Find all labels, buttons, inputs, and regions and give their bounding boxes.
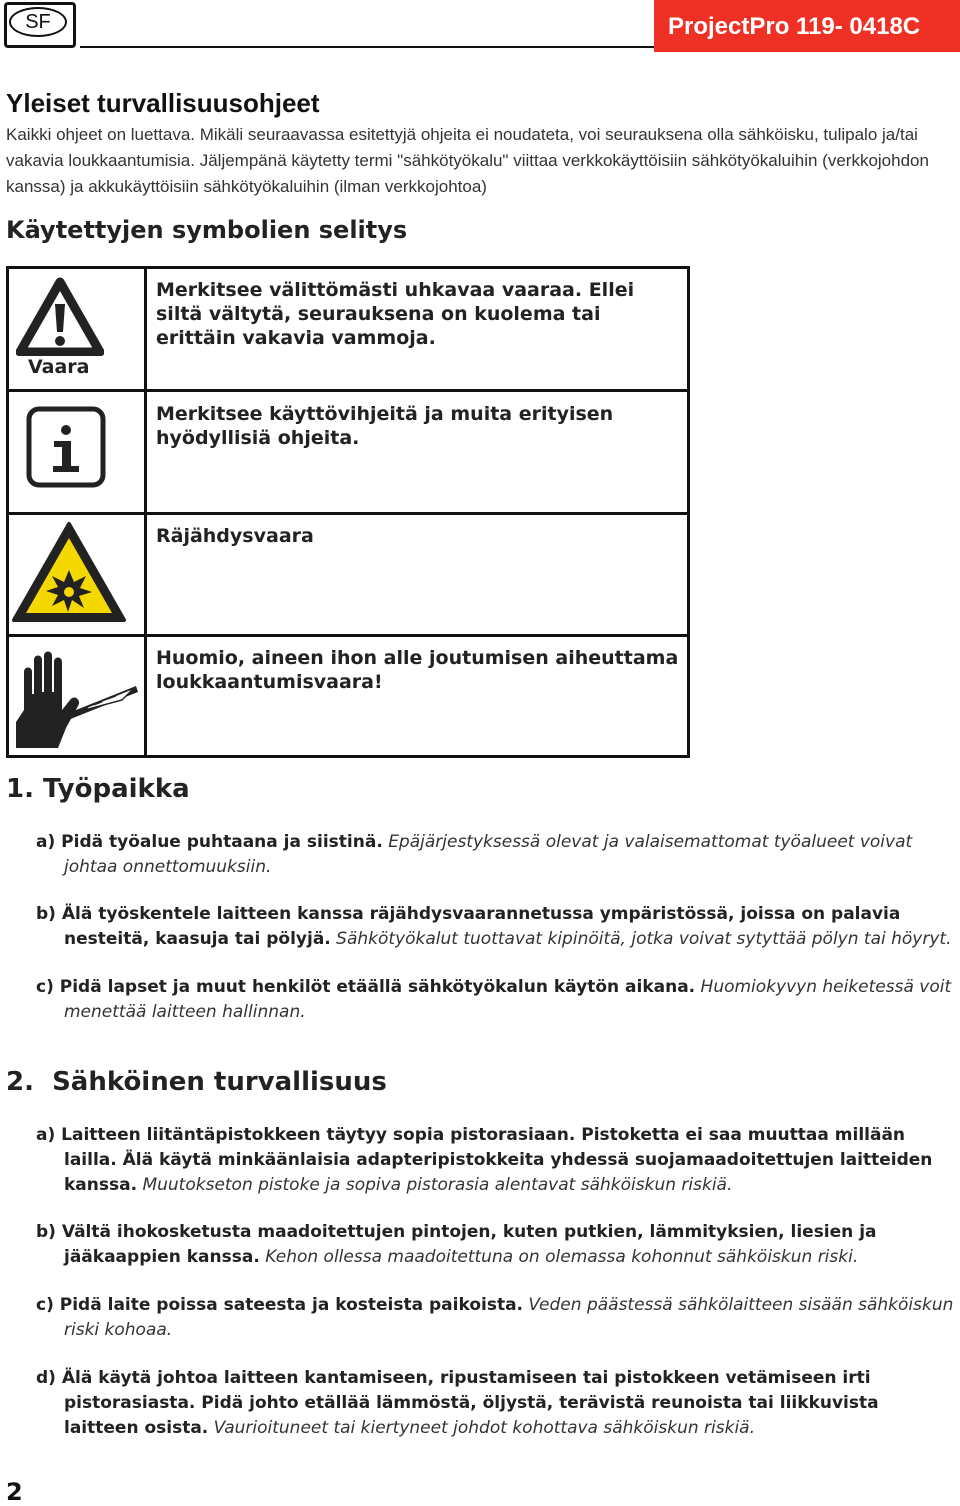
page-number: 2 [6, 1478, 23, 1506]
symbol-description: Huomio, aineen ihon alle joutumisen aiheuttama loukkaantumisvaara! [156, 647, 679, 693]
list-item [36, 830, 956, 880]
intro-paragraph: Kaikki ohjeet on luettava. Mikäli seuraavassa esitettyjä ohjeita ei noudateta, voi seurauksena olla sähköisku, tulipalo ja/tai vakavia loukkaantumisia. Jäljempänä käytetty termi "sähkötyökalu" viittaa verkkokäyttöisiin sähkötyökaluihin (verkkojohdon kanssa) ja akkukäyttöisiin sähkötyökaluihin (ilman verkkojohtoa) [6, 125, 929, 196]
item-note: Vaurioituneet tai kiertyneet johdot kohottava sähköiskun riskiä. [213, 1418, 755, 1438]
table-divider [6, 512, 690, 515]
explosion-hazard-icon [10, 520, 128, 624]
item-note: Sähkötyökalut tuottavat kipinöitä, jotka voivat sytyttää pölyn tai höyryt. [336, 929, 952, 949]
warning-label: Vaara [28, 356, 90, 378]
info-icon [26, 406, 106, 488]
list-item [36, 1220, 956, 1270]
hand-blade-icon [10, 644, 140, 748]
header-rule [80, 46, 654, 48]
item-lead: c) Pidä laite poissa sateesta ja kosteista paikoista. [36, 1295, 524, 1315]
list-item [36, 975, 956, 1025]
item-lead: a) Pidä työalue puhtaana ja siistinä. [36, 832, 383, 852]
product-title: ProjectPro 119- 0418C [654, 0, 960, 52]
item-lead: b) Älä työskentele laitteen kanssa räjähdysvaarannetussa ympäristössä, joissa on palavia nesteitä, kaasuja tai pölyjä. [36, 904, 901, 949]
list-item [36, 902, 956, 952]
list-item [36, 1293, 956, 1343]
symbol-description: Räjähdysvaara [156, 525, 314, 547]
item-lead: c) Pidä lapset ja muut henkilöt etäällä sähkötyökalun käytön aikana. [36, 977, 696, 997]
item-note: Huomiokyvyn heiketessä voit menettää laitteen hallinnan. [64, 977, 952, 1022]
section-title: 1. Työpaikka [6, 774, 190, 804]
table-divider [6, 634, 690, 637]
section-title: 2. Sähköinen turvallisuus [6, 1067, 387, 1097]
item-lead: d) Älä käytä johtoa laitteen kantamiseen, ripustamiseen tai pistokkeen vetämiseen irti pistorasiasta. Pidä johto etällää lämmöstä, öljystä, terävistä reunoista tai liikkuvista laitteen osista. [36, 1368, 879, 1438]
symbol-description: Merkitsee välittömästi uhkavaa vaaraa. Ellei siltä vältytä, seurauksena on kuolema tai erittäin vakavia vammoja. [156, 279, 635, 349]
list-item [36, 1123, 956, 1198]
symbols-heading: Käytettyjen symbolien selitys [6, 216, 408, 244]
item-note: Veden päästessä sähkölaitteen sisään sähköiskun riski kohoaa. [64, 1295, 954, 1340]
table-divider [6, 389, 690, 392]
warning-triangle-icon [16, 276, 104, 356]
item-lead: b) Vältä ihokosketusta maadoitettujen pintojen, kuten putkien, lämmityksien, liesien ja jääkaappien kanssa. [36, 1222, 877, 1267]
sf-logo: SF [9, 7, 67, 37]
item-note: Kehon ollessa maadoitettuna on olemassa kohonnut sähköiskun riski. [265, 1247, 859, 1267]
item-note: Muutokseton pistoke ja sopiva pistorasia alentavat sähköiskun riskiä. [142, 1175, 733, 1195]
item-lead: a) Laitteen liitäntäpistokkeen täytyy sopia pistorasiaan. Pistoketta ei saa muuttaa millään lailla. Älä käytä minkäänlaisia adapteripistokkeita yhdessä suojamaadoitettujen laitteiden kanssa. [36, 1125, 933, 1195]
page-title: Yleiset turvallisuusohjeet [6, 88, 320, 118]
list-item [36, 1366, 956, 1441]
item-note: Epäjärjestyksessä olevat ja valaisemattomat työalueet voivat johtaa onnettomuuksiin. [64, 832, 913, 877]
symbol-description: Merkitsee käyttövihjeitä ja muita erityisen hyödyllisiä ohjeita. [156, 403, 614, 449]
